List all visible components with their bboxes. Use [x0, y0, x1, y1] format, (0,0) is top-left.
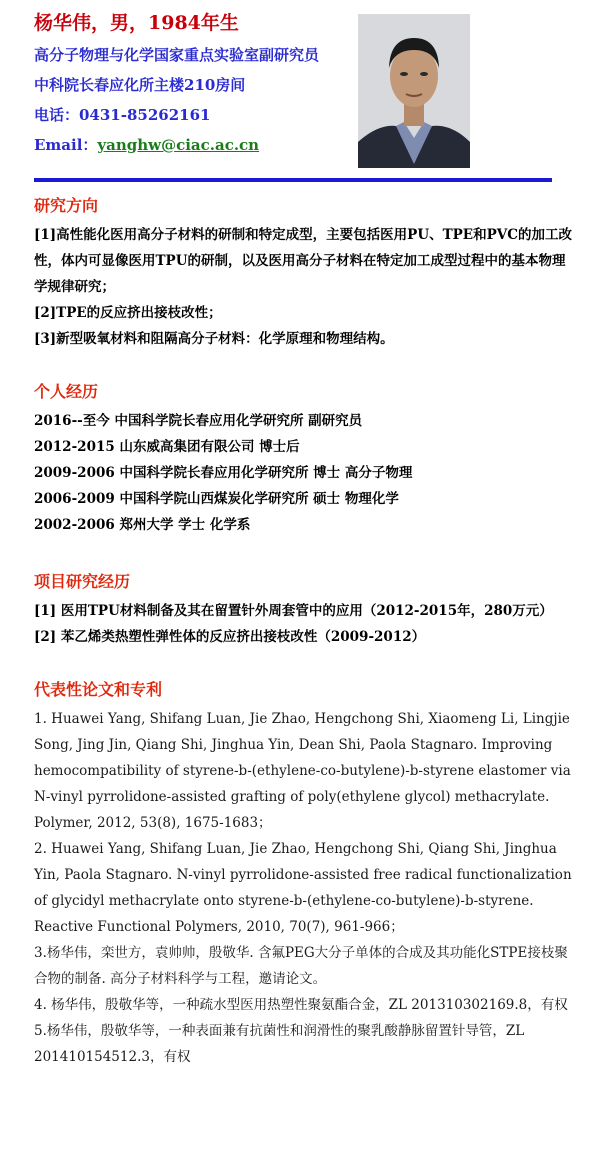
experience-item: 2012-2015 山东威高集团有限公司 博士后 [34, 439, 300, 455]
publication-item: 2. Huawei Yang, Shifang Luan, Jie Zhao, Hengchong Shi, Qiang Shi, Jinghua Yin, Paola Stagnaro. N-vinyl pyrrolidone-assisted free radical functionalization of glycidyl methacrylate onto styrene-b-(ethylene-co-butylene)-b-styrene. Reactive Functional Polymers, 2010, 70(7), 961-966； [34, 841, 572, 935]
email-link[interactable]: yanghw@ciac.ac.cn [97, 136, 260, 154]
experience-item: 2016--至今 中国科学院长春应用化学研究所 副研究员 [34, 413, 363, 429]
experience-item: 2006-2009 中国科学院山西煤炭化学研究所 硕士 物理化学 [34, 491, 399, 507]
experience-item: 2002-2006 郑州大学 学士 化学系 [34, 517, 251, 533]
research-section [34, 194, 574, 352]
position-line: 高分子物理与化学国家重点实验室副研究员 [34, 46, 320, 64]
publication-item: 5.杨华伟，殷敬华等，一种表面兼有抗菌性和润滑性的聚乳酸静脉留置针导管，ZL 201410154512.3，有权 [34, 1023, 525, 1065]
project-item: [2] 苯乙烯类热塑性弹性体的反应挤出接枝改性（2009-2012） [34, 629, 426, 645]
projects-title: 项目研究经历 [34, 572, 131, 591]
email-line [34, 130, 364, 160]
publication-item: 4. 杨华伟，殷敬华等，一种疏水型医用热塑性聚氨酯合金，ZL 201310302169.8，有权 [34, 997, 568, 1013]
publication-item: 1. Huawei Yang, Shifang Luan, Jie Zhao, Hengchong Shi, Xiaomeng Li, Lingjie Song, Jing Jin, Qiang Shi, Jinghua Yin, Dean Shi, Paola Stagnaro. Improving hemocompatibility of styrene-b-(ethylene-co-butylene)-b-styrene elastomer via N-vinyl pyrrolidone-assisted grafting of poly(ethylene glycol) methacrylate. Polymer, 2012, 53(8), 1675-1683； [34, 711, 571, 831]
name-line: 杨华伟，男，1984年生 [34, 12, 239, 34]
profile-photo [358, 14, 470, 168]
research-title: 研究方向 [34, 196, 99, 215]
publications-title: 代表性论文和专利 [34, 680, 163, 699]
projects-section [34, 570, 574, 650]
experience-section [34, 380, 574, 538]
research-item-1: [1]高性能化医用高分子材料的研制和特定成型，主要包括医用PU、TPE和PVC的加工改性，体内可显像医用TPU的研制，以及医用高分子材料在特定加工成型过程中的基本物理学规律研究； [34, 227, 572, 295]
publications-section [34, 678, 574, 1070]
project-item: [1] 医用TPU材料制备及其在留置针外周套管中的应用（2012-2015年，280万元） [34, 603, 553, 619]
research-item-2: [2]TPE的反应挤出接枝改性； [34, 305, 222, 321]
header [34, 6, 364, 160]
experience-title: 个人经历 [34, 382, 99, 401]
profile-photo-graphic [358, 14, 470, 168]
research-item-3: [3]新型吸氧材料和阻隔高分子材料：化学原理和物理结构。 [34, 331, 394, 347]
email-label: Email： [34, 136, 98, 154]
header-divider [34, 178, 552, 182]
experience-item: 2009-2006 中国科学院长春应用化学研究所 博士 高分子物理 [34, 465, 413, 481]
phone-line: 电话：0431-85262161 [34, 106, 211, 124]
address-line: 中科院长春应化所主楼210房间 [34, 76, 246, 94]
publication-item: 3.杨华伟，栾世方，袁帅帅，殷敬华. 含氟PEG大分子单体的合成及其功能化STPE接枝聚合物的制备. 高分子材料科学与工程，邀请论文。 [34, 945, 568, 987]
